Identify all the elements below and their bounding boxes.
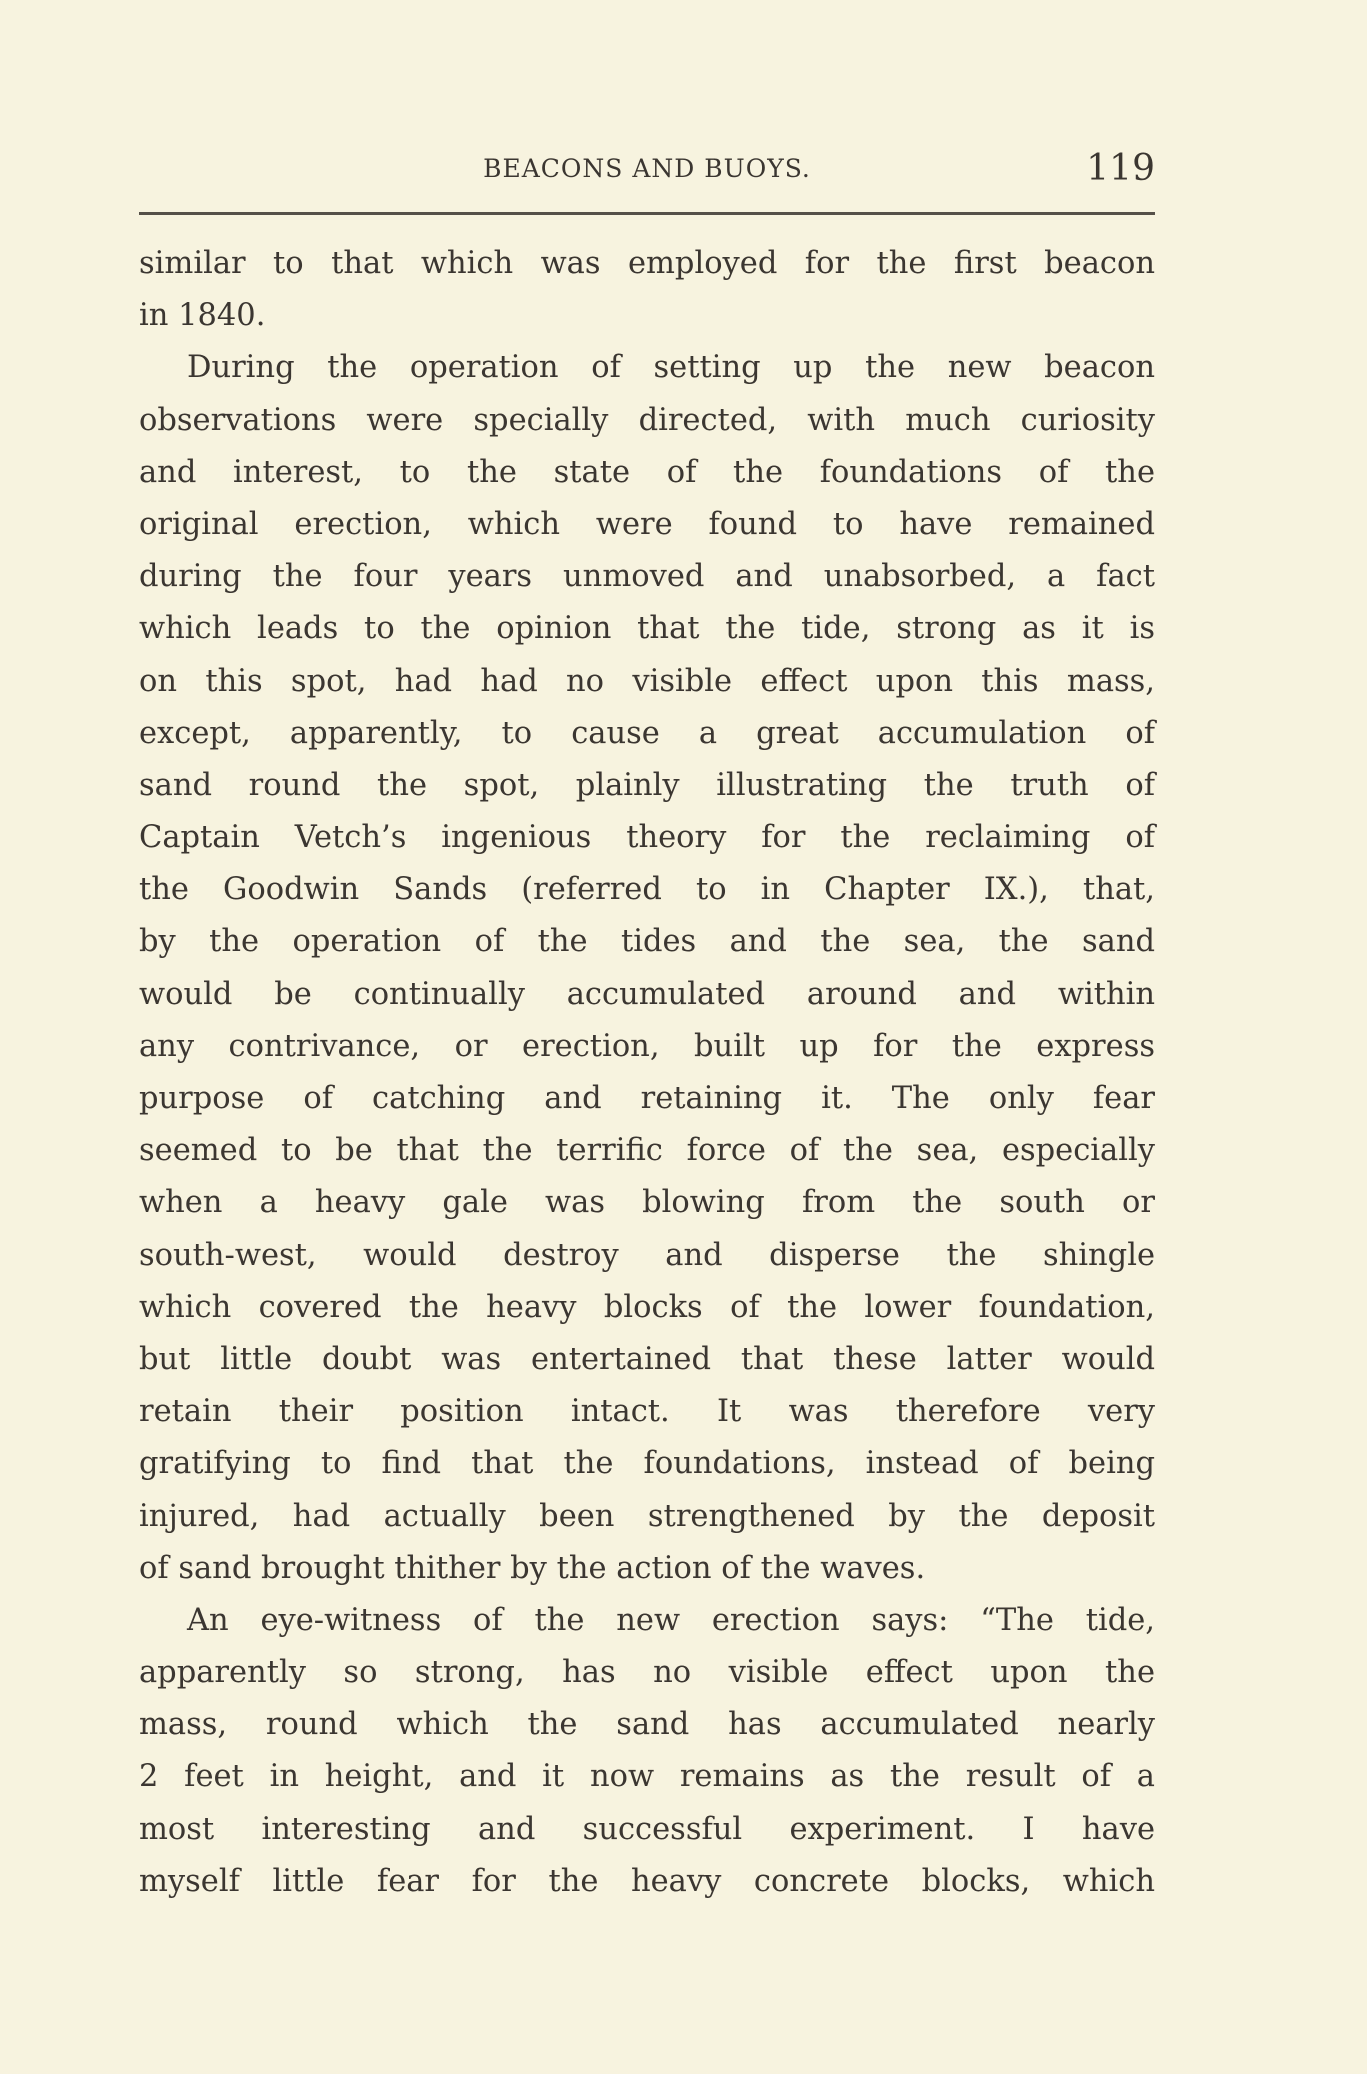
text-line: would be continually accumulated around and within — [139, 976, 1155, 1012]
text-line: of sand brought thither by the action of the waves. — [139, 1550, 926, 1586]
text-line: during the four years unmoved and unabsorbed, a fact — [139, 559, 1155, 595]
text-line: any contrivance, or erection, built up for the express — [139, 1028, 1155, 1064]
text-line: which leads to the opinion that the tide, strong as it is — [139, 611, 1155, 647]
text-line: purpose of catching and retaining it. The only fear — [139, 1081, 1155, 1116]
text-line: similar to that which was employed for the first beacon — [139, 246, 1155, 281]
text-line: except, apparently, to cause a great accumulation of — [139, 715, 1155, 751]
page-header — [139, 148, 1155, 192]
text-line: and interest, to the state of the foundations of the — [139, 454, 1155, 490]
text-line: During the operation of setting up the new beacon — [187, 350, 1155, 386]
text-line: seemed to be that the terrific force of the sea, especially — [139, 1133, 1155, 1169]
header-rule — [139, 212, 1155, 215]
text-line: myself little fear for the heavy concrete blocks, which — [139, 1863, 1155, 1899]
body-text — [139, 238, 1155, 1908]
text-line: south-west, would destroy and disperse the shingle — [139, 1237, 1155, 1273]
text-line: sand round the spot, plainly illustrating the truth of — [139, 767, 1155, 803]
text-line: the Goodwin Sands (referred to in Chapter IX.), that, — [139, 872, 1155, 908]
text-line: observations were specially directed, with much curiosity — [139, 402, 1155, 438]
text-line: but little doubt was entertained that these latter would — [139, 1341, 1155, 1377]
text-line: when a heavy gale was blowing from the south or — [139, 1185, 1155, 1221]
text-line: An eye-witness of the new erection says: “The tide, — [187, 1602, 1155, 1638]
text-line: gratifying to find that the foundations, instead of being — [139, 1446, 1155, 1482]
page-number: 119 — [1086, 148, 1155, 189]
text-line: which covered the heavy blocks of the lower foundation, — [139, 1289, 1155, 1325]
text-line: in 1840. — [139, 298, 266, 334]
text-line: by the operation of the tides and the sea, the sand — [139, 924, 1155, 960]
text-line: most interesting and successful experiment. I have — [139, 1811, 1155, 1847]
text-line: retain their position intact. It was therefore very — [139, 1394, 1155, 1430]
text-line: injured, had actually been strengthened by the deposit — [139, 1498, 1155, 1534]
text-line: original erection, which were found to have remained — [139, 506, 1155, 542]
text-line: apparently so strong, has no visible effect upon the — [139, 1655, 1155, 1691]
text-line: 2 feet in height, and it now remains as the result of a — [139, 1759, 1155, 1795]
text-line: mass, round which the sand has accumulated nearly — [139, 1707, 1155, 1743]
text-line: Captain Vetch’s ingenious theory for the reclaiming of — [139, 820, 1155, 856]
text-line: on this spot, had had no visible effect upon this mass, — [139, 663, 1155, 699]
running-title: BEACONS AND BUOYS. — [483, 154, 811, 183]
